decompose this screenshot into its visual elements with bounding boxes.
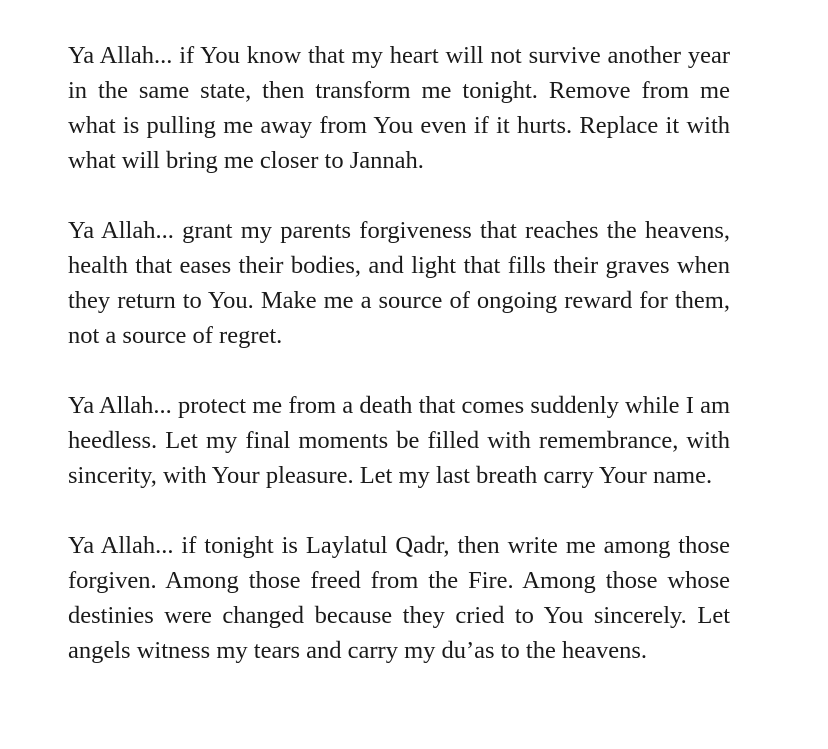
paragraph-laylatul-qadr: Ya Allah... if tonight is Laylatul Qadr, then write me among those forgiven. Among those freed from the Fire. Among those whose destinies were changed because they cried to You sincerely. Let angels witness my tears and carry my du’as to the heavens. xyxy=(68,532,730,664)
paragraph-parents-forgiveness: Ya Allah... grant my parents forgiveness that reaches the heavens, health that eases their bodies, and light that fills their graves when they return to You. Make me a source of ongoing reward for them, not a source of regret. xyxy=(68,217,730,349)
document-body xyxy=(68,38,730,668)
paragraph-parents-transform: Ya Allah... if You know that my heart will not survive another year in the same state, then transform me tonight. Remove from me what is pulling me away from You even if it hurts. Replace it with what will bring me closer to Jannah. xyxy=(68,42,730,174)
paragraph-protect-from-death: Ya Allah... protect me from a death that comes suddenly while I am heedless. Let my final moments be filled with remembrance, with sincerity, with Your pleasure. Let my last breath carry Your name. xyxy=(68,392,730,489)
